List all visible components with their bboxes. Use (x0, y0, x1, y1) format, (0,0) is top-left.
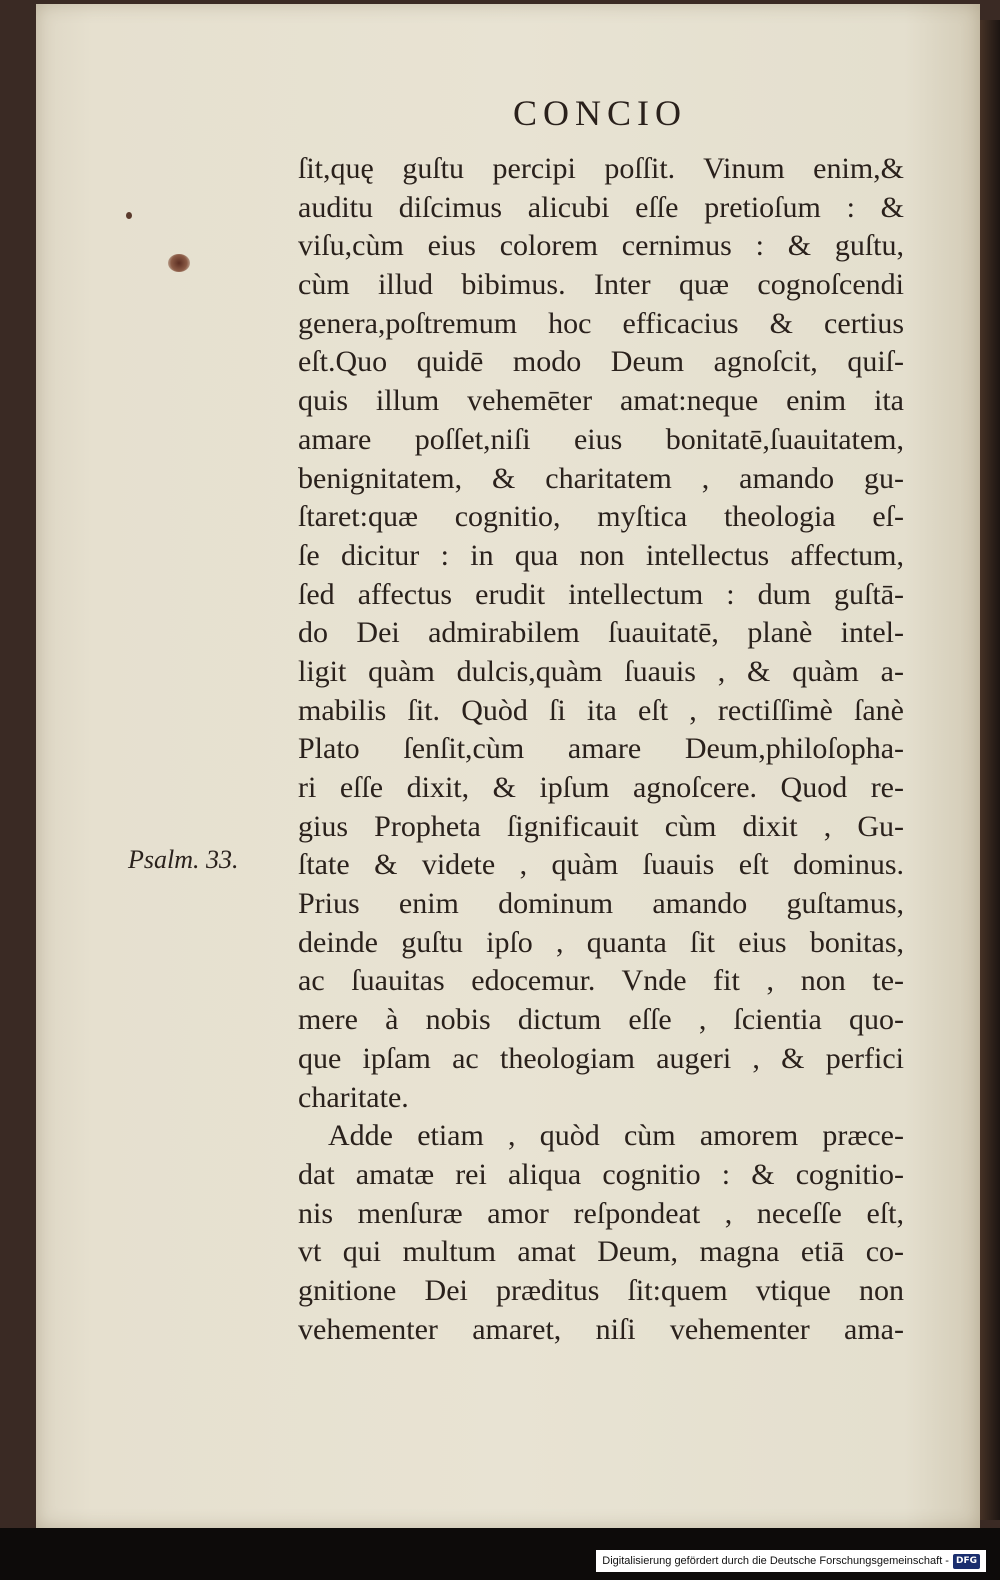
text-line: auditu diſcimus alicubi eſſe pretioſum : & (298, 190, 904, 224)
text-line: eſt.Quo quidē modo Deum agnoſcit, quiſ- (298, 345, 904, 379)
foxing-spot (168, 254, 190, 272)
text-line: gnitione Dei præditus ſit:quem vtique non (298, 1273, 904, 1307)
text-line: do Dei admirabilem ſuauitatē, planè intel- (298, 616, 904, 650)
text-line: viſu,cùm eius colorem cernimus : & guſtu, (298, 229, 904, 263)
text-line: ligit quàm dulcis,quàm ſuauis , & quàm a- (298, 654, 904, 688)
margin-note: Psalm. 33. (128, 845, 239, 874)
text-line: ſit,quę guſtu percipi poſſit. Vinum enim,& (298, 152, 904, 185)
text-line: vehementer amaret, niſi vehementer ama- (298, 1312, 904, 1346)
text-line: Adde etiam , quòd cùm amorem præce- (328, 1119, 904, 1153)
text-line: Prius enim dominum amando guſtamus, (298, 887, 904, 921)
text-line: charitate. (298, 1080, 409, 1114)
text-line: vt qui multum amat Deum, magna etiā co- (298, 1235, 904, 1269)
text-line: nis menſuræ amor reſpondeat , neceſſe eſt, (298, 1196, 904, 1230)
body-text (298, 150, 904, 1349)
text-line: mabilis ſit. Quòd ſi ita eſt , rectiſſimè ſanè (298, 693, 904, 727)
text-line: ſtate & videte , quàm ſuauis eſt dominus. (298, 848, 904, 882)
text-line: Plato ſenſit,cùm amare Deum,philoſopha- (298, 732, 904, 766)
text-line: benignitatem, & charitatem , amando gu- (298, 461, 904, 495)
text-line: quis illum vehemēter amat:neque enim ita (298, 384, 904, 418)
digitization-credit (596, 1550, 986, 1572)
text-line: cùm illud bibimus. Inter quæ cognoſcendi (298, 268, 904, 302)
book-edge (978, 20, 1000, 1520)
ink-stain (126, 212, 132, 219)
text-line: que ipſam ac theologiam augeri , & perfici (298, 1041, 904, 1075)
dfg-logo: DFG (953, 1554, 980, 1569)
credit-text: Digitalisierung gefördert durch die Deutsche Forschungsgemeinschaft - (602, 1555, 949, 1567)
text-line: amare poſſet,niſi eius bonitatē,ſuauitatem, (298, 422, 904, 456)
text-line: ri eſſe dixit, & ipſum agnoſcere. Quod re- (298, 771, 904, 804)
text-line: deinde guſtu ipſo , quanta ſit eius bonitas, (298, 925, 904, 959)
running-head: CONCIO (512, 93, 687, 133)
text-line: mere à nobis dictum eſſe , ſcientia quo- (298, 1003, 904, 1037)
text-line: ſtaret:quæ cognitio, myſtica theologia eſ- (298, 500, 904, 534)
text-line: ac ſuauitas edocemur. Vnde fit , non te- (298, 964, 904, 998)
text-line: genera,poſtremum hoc efficacius & certius (298, 306, 904, 340)
text-line: dat amatæ rei aliqua cognitio : & cognitio- (298, 1157, 904, 1191)
text-line: gius Propheta ſignificauit cùm dixit , Gu- (298, 809, 904, 843)
text-line: ſe dicitur : in qua non intellectus affectum, (298, 538, 904, 572)
text-line: ſed affectus erudit intellectum : dum guſtā- (298, 577, 904, 611)
